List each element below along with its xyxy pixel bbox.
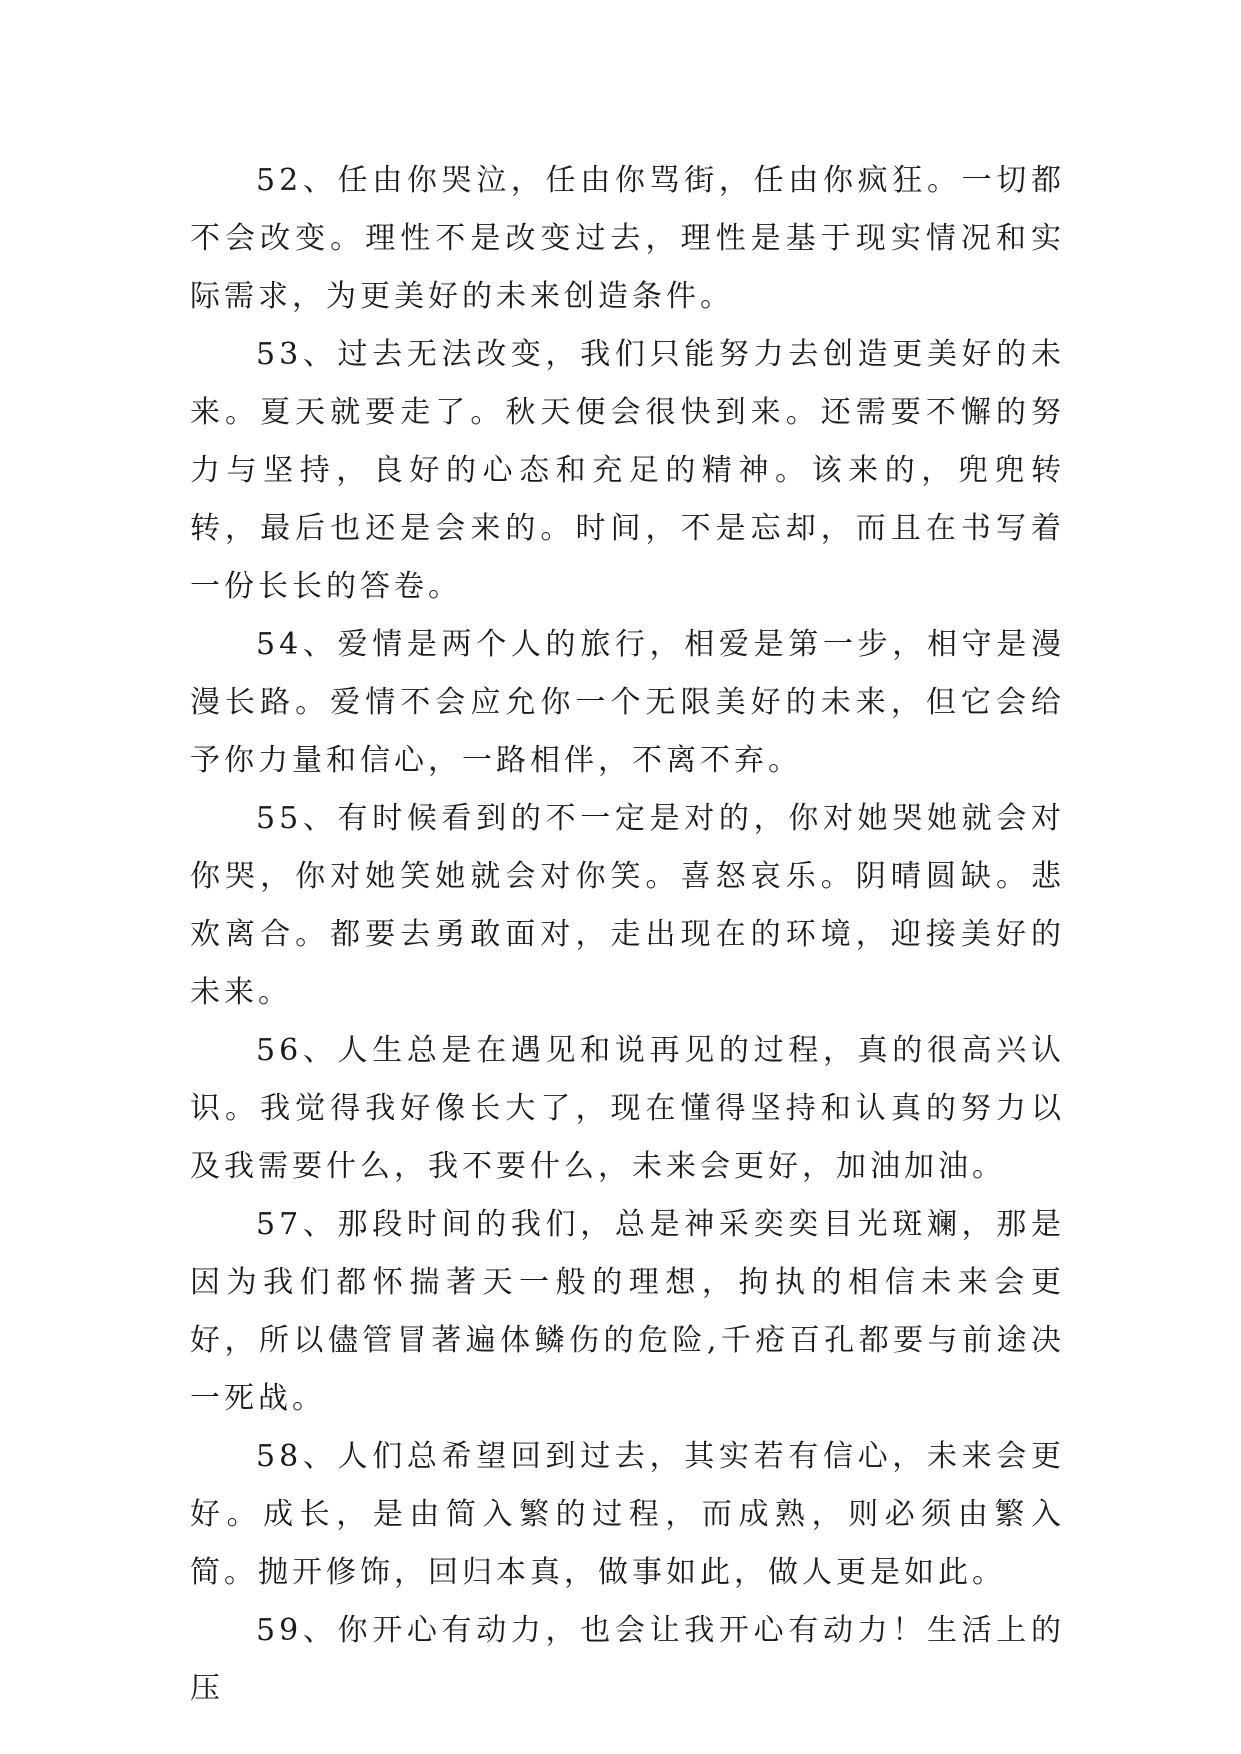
paragraph-55: 55、有时候看到的不一定是对的，你对她哭她就会对你哭，你对她笑她就会对你笑。喜怒哀乐。阴晴圆缺。悲欢离合。都要去勇敢面对，走出现在的环境，迎接美好的未来。	[190, 801, 1065, 1010]
paragraph-58: 58、人们总希望回到过去，其实若有信心，未来会更好。成长，是由简入繁的过程，而成熟，则必须由繁入简。抛开修饰，回归本真，做事如此，做人更是如此。	[190, 1439, 1065, 1590]
paragraph-57: 57、那段时间的我们，总是神采奕奕目光斑斓，那是因为我们都怀揣著天一般的理想，拘执的相信未来会更好，所以儘管冒著遍体鳞伤的危险,千疮百孔都要与前途决一死战。	[190, 1207, 1065, 1416]
paragraph-54: 54、爱情是两个人的旅行，相爱是第一步，相守是漫漫长路。爱情不会应允你一个无限美好的未来，但它会给予你力量和信心，一路相伴，不离不弃。	[190, 627, 1065, 778]
paragraph-56: 56、人生总是在遇见和说再见的过程，真的很高兴认识。我觉得我好像长大了，现在懂得坚持和认真的努力以及我需要什么，我不要什么，未来会更好，加油加油。	[190, 1033, 1065, 1184]
paragraph-59: 59、你开心有动力，也会让我开心有动力！生活上的压	[190, 1613, 1065, 1706]
paragraph-53: 53、过去无法改变，我们只能努力去创造更美好的未来。夏天就要走了。秋天便会很快到来。还需要不懈的努力与坚持，良好的心态和充足的精神。该来的，兜兜转转，最后也还是会来的。时间，不是忘却，而且在书写着一份长长的答卷。	[190, 337, 1065, 604]
document-body	[190, 152, 1065, 1718]
paragraph-52: 52、任由你哭泣，任由你骂街，任由你疯狂。一切都不会改变。理性不是改变过去，理性是基于现实情况和实际需求，为更美好的未来创造条件。	[190, 163, 1065, 314]
